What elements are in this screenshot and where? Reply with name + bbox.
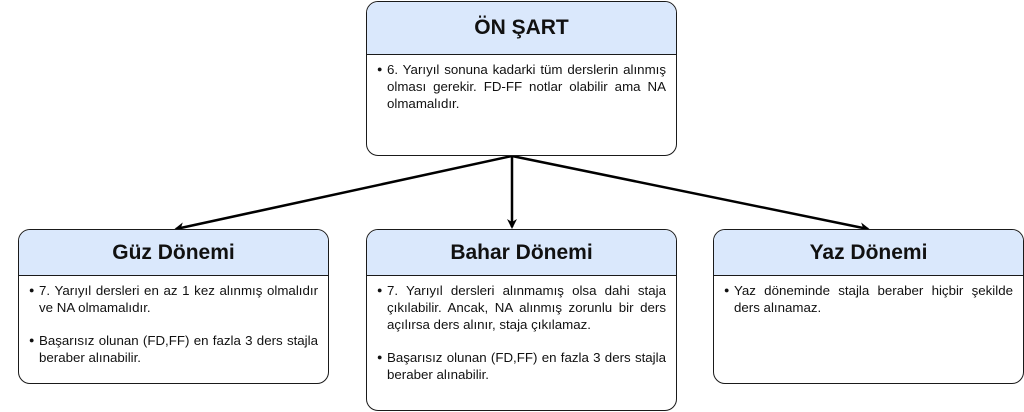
item-text: 7. Yarıyıl dersleri en az 1 kez alınmış olmalıdır ve NA olmamalıdır. — [39, 283, 318, 315]
spring-term-body — [367, 276, 676, 387]
spring-term-box — [366, 229, 677, 411]
item-text: Başarısız olunan (FD,FF) en fazla 3 ders stajla beraber alınabilir. — [39, 333, 318, 365]
fall-term-body — [19, 276, 328, 370]
spring-term-title: Bahar Dönemi — [367, 230, 676, 276]
summer-term-body — [714, 276, 1023, 320]
list-item — [29, 332, 318, 366]
list-item — [377, 282, 666, 333]
item-text: 7. Yarıyıl dersleri alınmamış olsa dahi staja çıkılabilir. Ancak, NA alınmış zorunlu bir ders açılırsa ders alınır, staja çıkılamaz. — [387, 283, 666, 332]
list-item — [377, 349, 666, 383]
item-text: Yaz döneminde stajla beraber hiçbir şekilde ders alınamaz. — [734, 283, 1013, 315]
list-item — [29, 282, 318, 316]
bullet-icon: ● — [29, 335, 35, 345]
item-text: 6. Yarıyıl sonuna kadarki tüm derslerin alınmış olması gerekir. FD-FF notlar olabilir ama NA olmamalıdır. — [387, 62, 666, 111]
bullet-icon: ● — [377, 285, 383, 295]
bullet-icon: ● — [377, 64, 383, 74]
item-text: Başarısız olunan (FD,FF) en fazla 3 ders stajla beraber alınabilir. — [387, 350, 666, 382]
list-item — [377, 61, 666, 112]
prerequisite-title: ÖN ŞART — [367, 2, 676, 55]
summer-term-title: Yaz Dönemi — [714, 230, 1023, 276]
bullet-icon: ● — [724, 285, 730, 295]
summer-term-box — [713, 229, 1024, 384]
bullet-icon: ● — [29, 285, 35, 295]
fall-term-box — [18, 229, 329, 384]
bullet-icon: ● — [377, 352, 383, 362]
prerequisite-body — [367, 55, 676, 116]
arrow-to-fall — [176, 156, 512, 229]
prerequisite-box — [366, 1, 677, 156]
list-item — [724, 282, 1013, 316]
arrow-to-summer — [512, 156, 868, 229]
fall-term-title: Güz Dönemi — [19, 230, 328, 276]
